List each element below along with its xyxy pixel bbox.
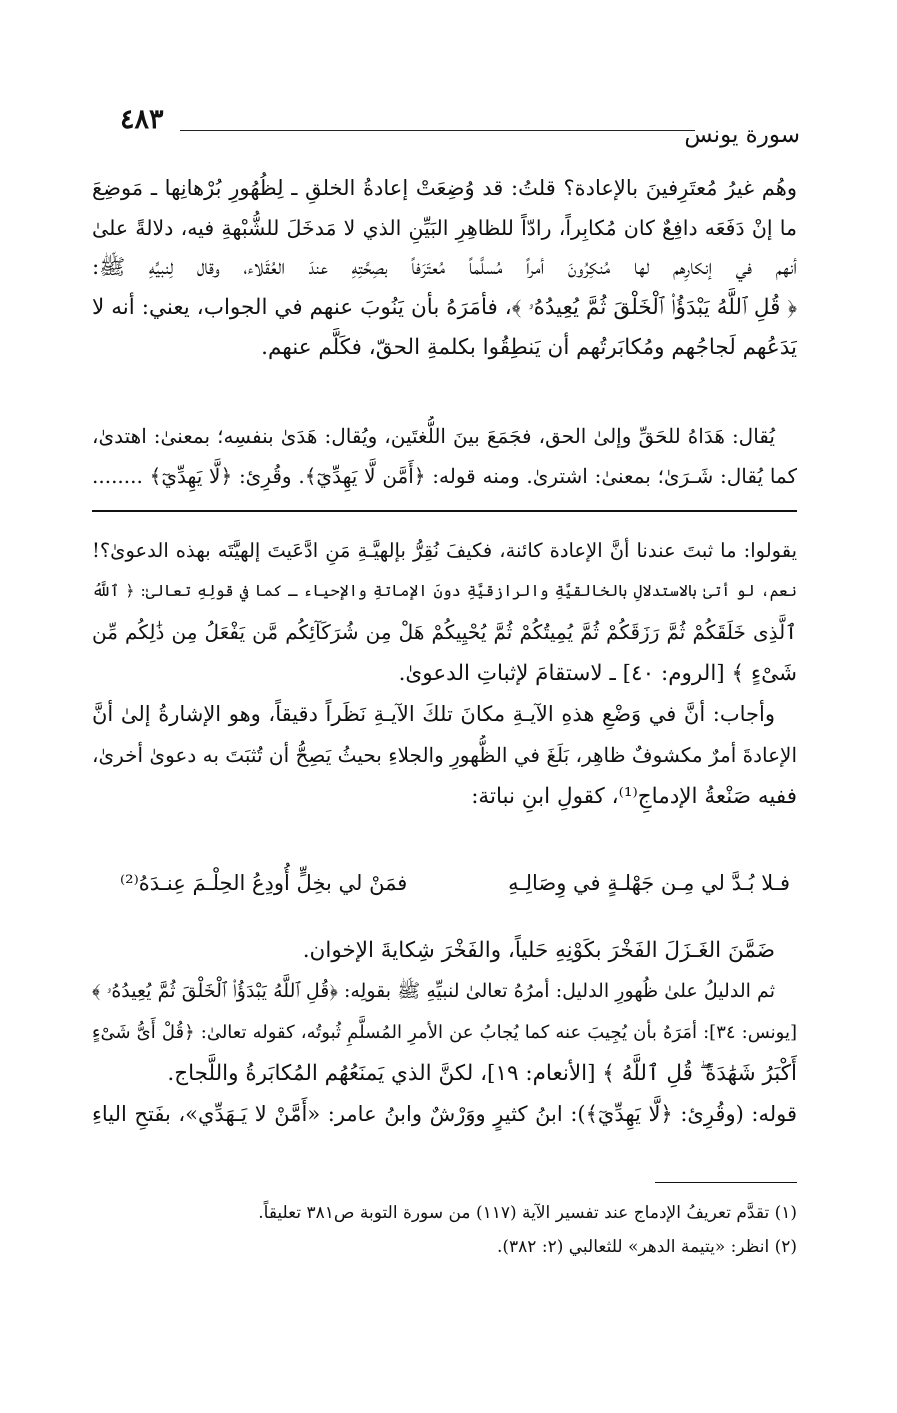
text-line: أنهم في إنكارِهم لها مُنكِرُونَ أمراً مُسلَّماً مُعتَرَفاً بصِحَّتِهِ عندَ العُقَلاء، وقال لِنبيِّهِ ﷺ: <box>92 255 797 280</box>
text-line: وأجاب: أنَّ في وَضْعِ هذهِ الآيـةِ مكانَ تلكَ الآيـةِ نَظَراً دقيقاً، وهو الإشارةُ إلىٰ أنَّ <box>92 702 775 726</box>
poem-verse <box>120 863 790 904</box>
text-line: يقولوا: ما ثبتَ عندنا أنَّ الإعادة كائنة، فكيفَ نُقِرُّ بإلهيَّـةِ مَنِ ادَّعَيتَ إلهيَّتَه بهذه الدعوىٰ؟! <box>92 539 797 562</box>
surah-title: سورة يونس <box>684 122 800 148</box>
page-header <box>120 104 800 148</box>
text-line: يُقال: هَدَاهُ للحَقِّ وإلىٰ الحق، فجَمَعَ بينَ اللُّغتَين، ويُقال: هَدَىٰ بنفسِه؛ بمعنىٰ: اهتدىٰ، <box>92 424 775 448</box>
header-rule <box>180 130 695 131</box>
text-line: وهُم غيرُ مُعتَرِفينَ بالإعادة؟ قلتُ: قد وُضِعَتْ إعادةُ الخلقِ ـ لِظُهُورِ بُرْهانِها ـ مَوضِعَ <box>92 176 797 200</box>
text-line: نعم، لو أتىٰ بالاستدلالِ بالخالقيَّةِ والرازقيَّةِ دونَ الإماتةِ والإحياء ـ كما في قولِهِ تعالىٰ: ﴿ ٱللَّهُ <box>92 582 797 600</box>
text-line: يَدَعُهم لَجاجُهم ومُكابَرتُهم أن يَنطِقُوا بكلمةِ الحقّ، فكَلَّم عنهم. <box>261 335 797 360</box>
section-separator <box>92 510 797 512</box>
text-line: ما إنْ دَفَعَه دافِعٌ كان مُكابِراً، رادّاً للظاهِرِ البَيِّنِ الذي لا مَدخَلَ للشُّبْهةِ فيه، دلالةً علىٰ <box>92 216 797 240</box>
page-number: ٤٨٣ <box>120 104 164 135</box>
text-line: [يونس: ٣٤]: أمَرَهُ بأن يُجِيبَ عنه كما يُجابُ عن الأمرِ المُسلَّمِ ثُبوتُه، كقوله تعالىٰ: ﴿قُلْ أَىُّ شَىْءٍ <box>92 1022 797 1043</box>
text-line: ثم الدليلُ علىٰ ظُهورِ الدليل: أمرُهُ تعالىٰ لنبيِّهِ ﷺ بقولِه: ﴿قُلِ ٱللَّهُ يَبْدَؤُا۟ ٱلْخَلْقَ ثُمَّ يُعِيدُهُۥ ﴾ <box>92 980 775 1002</box>
text-line: قوله: (وقُرِئ: ﴿لَّا يَهِدِّيٓ﴾): ابنُ كثيرٍ ووَرْشٌ وابنُ عامر: «أَمَّنْ لا يَـهَدِّي»، بفَتحِ الياءِ <box>92 1102 797 1126</box>
poem-hemistich-first: فـلا بُـدَّ لي مِـن جَهْلـةٍ في وِصَالِـهِ <box>508 871 790 895</box>
text-line: الإعادةَ أمرٌ مكشوفٌ ظاهِر، بَلَغَ في الظُّهورِ والجلاءِ بحيثُ يَصِحُّ أن تُثبَتَ به دعوىٰ أخرىٰ، <box>92 743 797 767</box>
text-line: ضَمَّنَ الغَـزَلَ الفَخْرَ بكَوْنِهِ حَلياً، والفَخْرَ شِكايةَ الإخوان. <box>302 938 775 963</box>
footnote-item: (١) تقدَّم تعريفُ الإدماج عند تفسير الآية (١١٧) من سورة التوبة ص٣٨١ تعليقاً. <box>258 1203 797 1223</box>
text-line: أَكْبَرُ شَهَٰدَةً ۖ قُلِ ٱللَّهُ ﴾ [الأنعام: ١٩]، لكنَّ الذي يَمنَعُهُم المُكابَرةُ واللَّجاج. <box>167 1061 797 1086</box>
text-line: كما يُقال: شَـرَىٰ؛ بمعنىٰ: اشترىٰ. ومنه قوله: ﴿أَمَّن لَّا يَهِدِّيٓ﴾. وقُرِئ: ﴿لَّا يَهِدِّيٓ﴾ ........ <box>92 464 797 488</box>
footnote-separator <box>655 1182 797 1183</box>
footnote-item: (٢) انظر: «يتيمة الدهر» للثعالبي (٢: ٣٨٢). <box>496 1237 797 1257</box>
gloss-text-continued <box>92 930 797 1135</box>
text-line: ففيه صَنْعةُ الإدماجِ⁽¹⁾، كقولِ ابنِ نباتة: <box>471 784 797 809</box>
commentary-text-top <box>92 168 797 368</box>
text-line: ﴿ قُلِ ٱللَّهُ يَبْدَؤُا۟ ٱلْخَلْقَ ثُمَّ يُعِيدُهُۥ ﴾، فأمَرَهُ بأن يَنُوبَ عنهم في الجواب، يعني: أنه لا <box>92 295 797 320</box>
commentary-text-yuqal <box>92 416 797 496</box>
text-line: شَىْءٍ ﴾ [الروم: ٤٠] ـ لاستقامَ لإثباتِ الدعوىٰ. <box>398 661 797 686</box>
poem-hemistich-second: فمَنْ لي بخِلٍّ أُودِعُ الحِلْـمَ عِنـدَهُ⁽²⁾ <box>120 871 408 895</box>
text-line: ٱلَّذِى خَلَقَكُمْ ثُمَّ رَزَقَكُمْ ثُمَّ يُمِيتُكُمْ ثُمَّ يُحْيِيكُمْ هَلْ مِن شُرَكَآئِكُم مَّن يَفْعَلُ مِن ذَٰلِكُم مِّن <box>92 620 797 644</box>
footnotes <box>200 1196 797 1264</box>
gloss-text <box>92 530 797 817</box>
